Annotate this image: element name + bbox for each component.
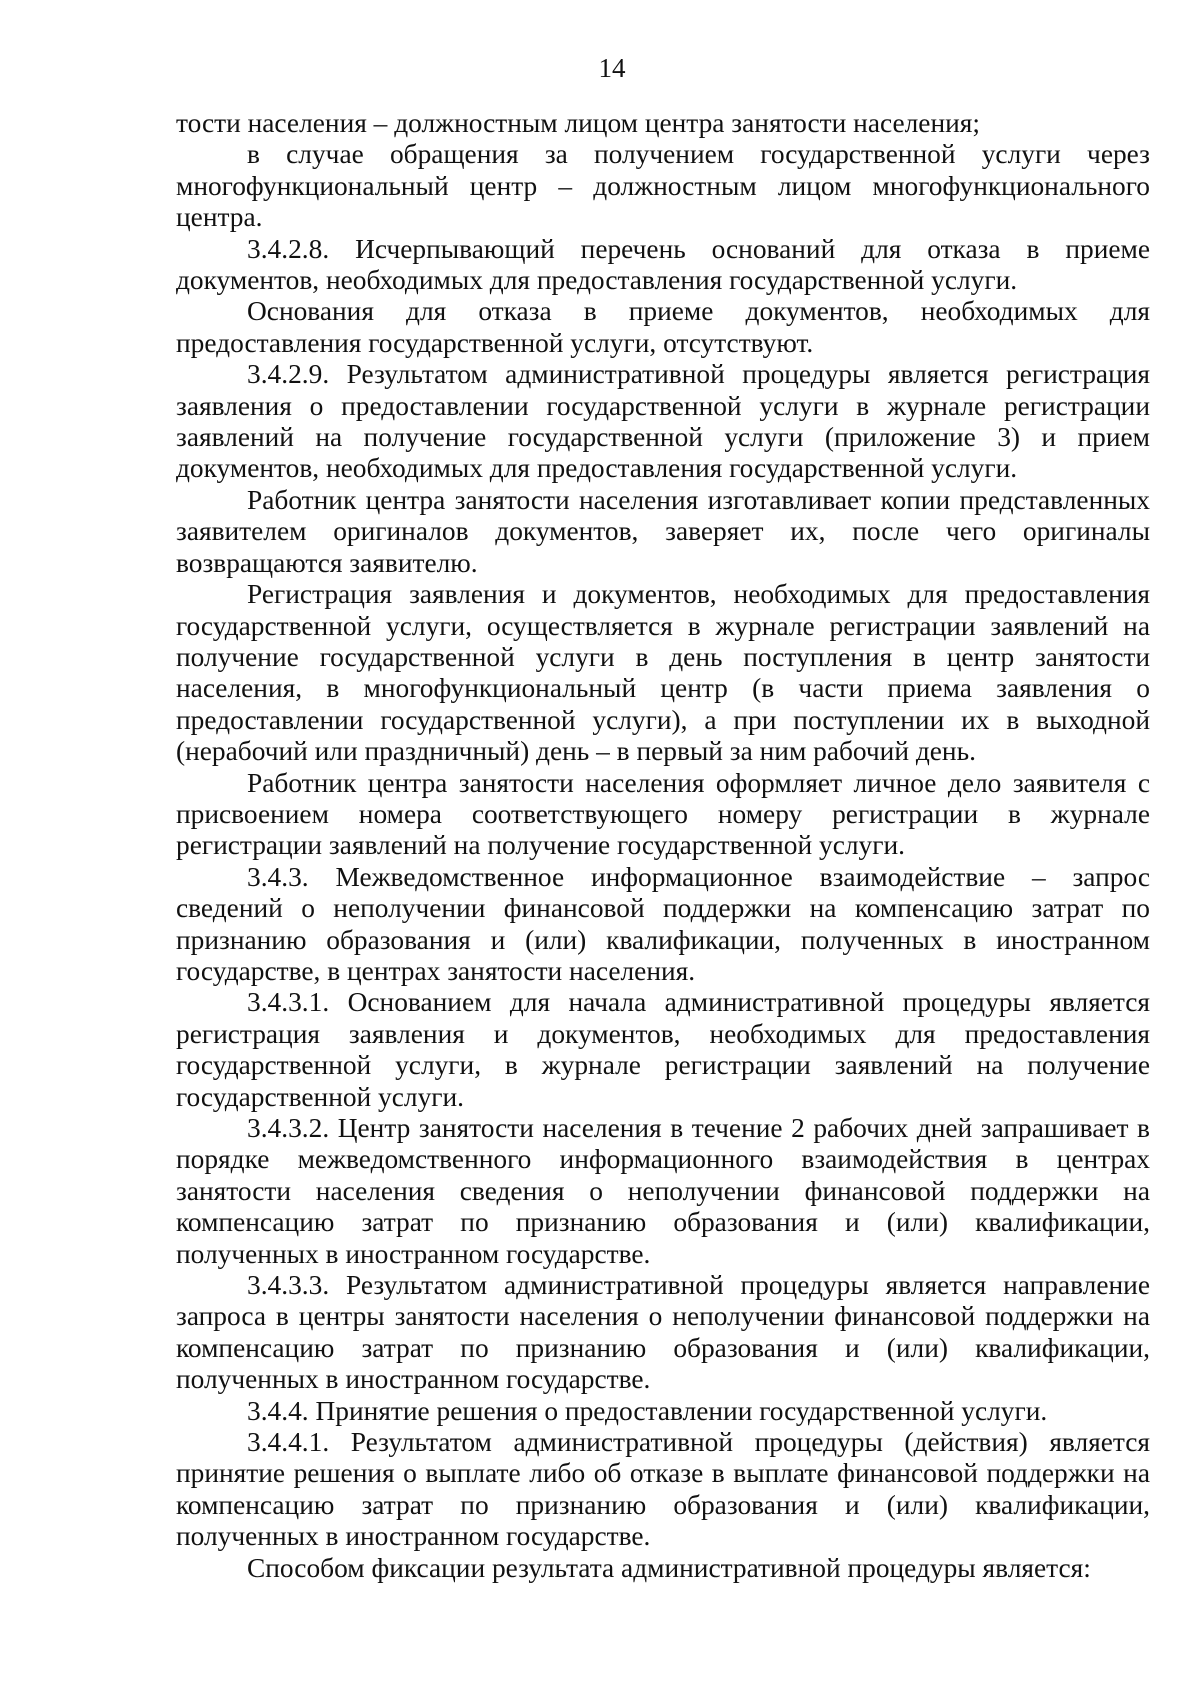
paragraph: 3.4.4.1. Результатом административной процедуры (действия) является принятие решения о выплате либо об отказе в выплате финансовой поддержки на компенсацию затрат по признанию образования и (или) квалификации, полученных в иностранном государстве.: [176, 1427, 1150, 1552]
paragraph: тости населения – должностным лицом центра занятости населения;: [176, 108, 980, 138]
paragraph: Способом фиксации результата административной процедуры является:: [247, 1552, 1091, 1583]
paragraph: 3.4.3.3. Результатом административной процедуры является направление запроса в центры занятости населения о неполучении финансовой поддержки на компенсацию затрат по признанию образования и (или) квалификации, полученных в иностранном государстве.: [176, 1270, 1150, 1395]
paragraph: 3.4.2.8. Исчерпывающий перечень оснований для отказа в приеме документов, необходимых для предоставления государственной услуги.: [176, 233, 1150, 296]
paragraph: 3.4.3. Межведомственное информационное взаимодействие – запрос сведений о неполучении финансовой поддержки на компенсацию затрат по признанию образования и (или) квалификации, полученных в иностранном государстве, в центрах занятости населения.: [176, 861, 1150, 986]
paragraph: Работник центра занятости населения оформляет личное дело заявителя с присвоением номера соответствующего номеру регистрации в журнале регистрации заявлений на получение государственной услуги.: [176, 767, 1150, 861]
paragraph: Работник центра занятости населения изготавливает копии представленных заявителем оригиналов документов, заверяет их, после чего оригиналы возвращаются заявителю.: [176, 484, 1150, 578]
paragraph: 3.4.4. Принятие решения о предоставлении государственной услуги.: [247, 1395, 1048, 1426]
page-number: 14: [598, 53, 626, 83]
paragraph: 3.4.3.1. Основанием для начала административной процедуры является регистрация заявления и документов, необходимых для предоставления государственной услуги, в журнале регистрации заявлений на получение государственной услуги.: [176, 987, 1150, 1112]
paragraph: в случае обращения за получением государственной услуги через многофункциональный центр – должностным лицом многофункционального центра.: [176, 139, 1150, 233]
paragraph: Регистрация заявления и документов, необходимых для предоставления государственной услуги, осуществляется в журнале регистрации заявлений на получение государственной услуги в день поступления в центр занятости населения, в многофункциональный центр (в части приема заявления о предоставлении государственной услуги), а при поступлении их в выходной (нерабочий или праздничный) день – в первый за ним рабочий день.: [176, 579, 1150, 767]
paragraph: 3.4.3.2. Центр занятости населения в течение 2 рабочих дней запрашивает в порядке межведомственного информационного взаимодействия в центрах занятости населения сведения о неполучении финансовой поддержки на компенсацию затрат по признанию образования и (или) квалификации, полученных в иностранном государстве.: [176, 1113, 1150, 1269]
document-body: [176, 108, 1150, 1584]
paragraph: Основания для отказа в приеме документов, необходимых для предоставления государственной услуги, отсутствуют.: [176, 296, 1150, 358]
paragraph: 3.4.2.9. Результатом административной процедуры является регистрация заявления о предоставлении государственной услуги в журнале регистрации заявлений на получение государственной услуги (приложение 3) и прием документов, необходимых для предоставления государственной услуги.: [176, 359, 1150, 484]
